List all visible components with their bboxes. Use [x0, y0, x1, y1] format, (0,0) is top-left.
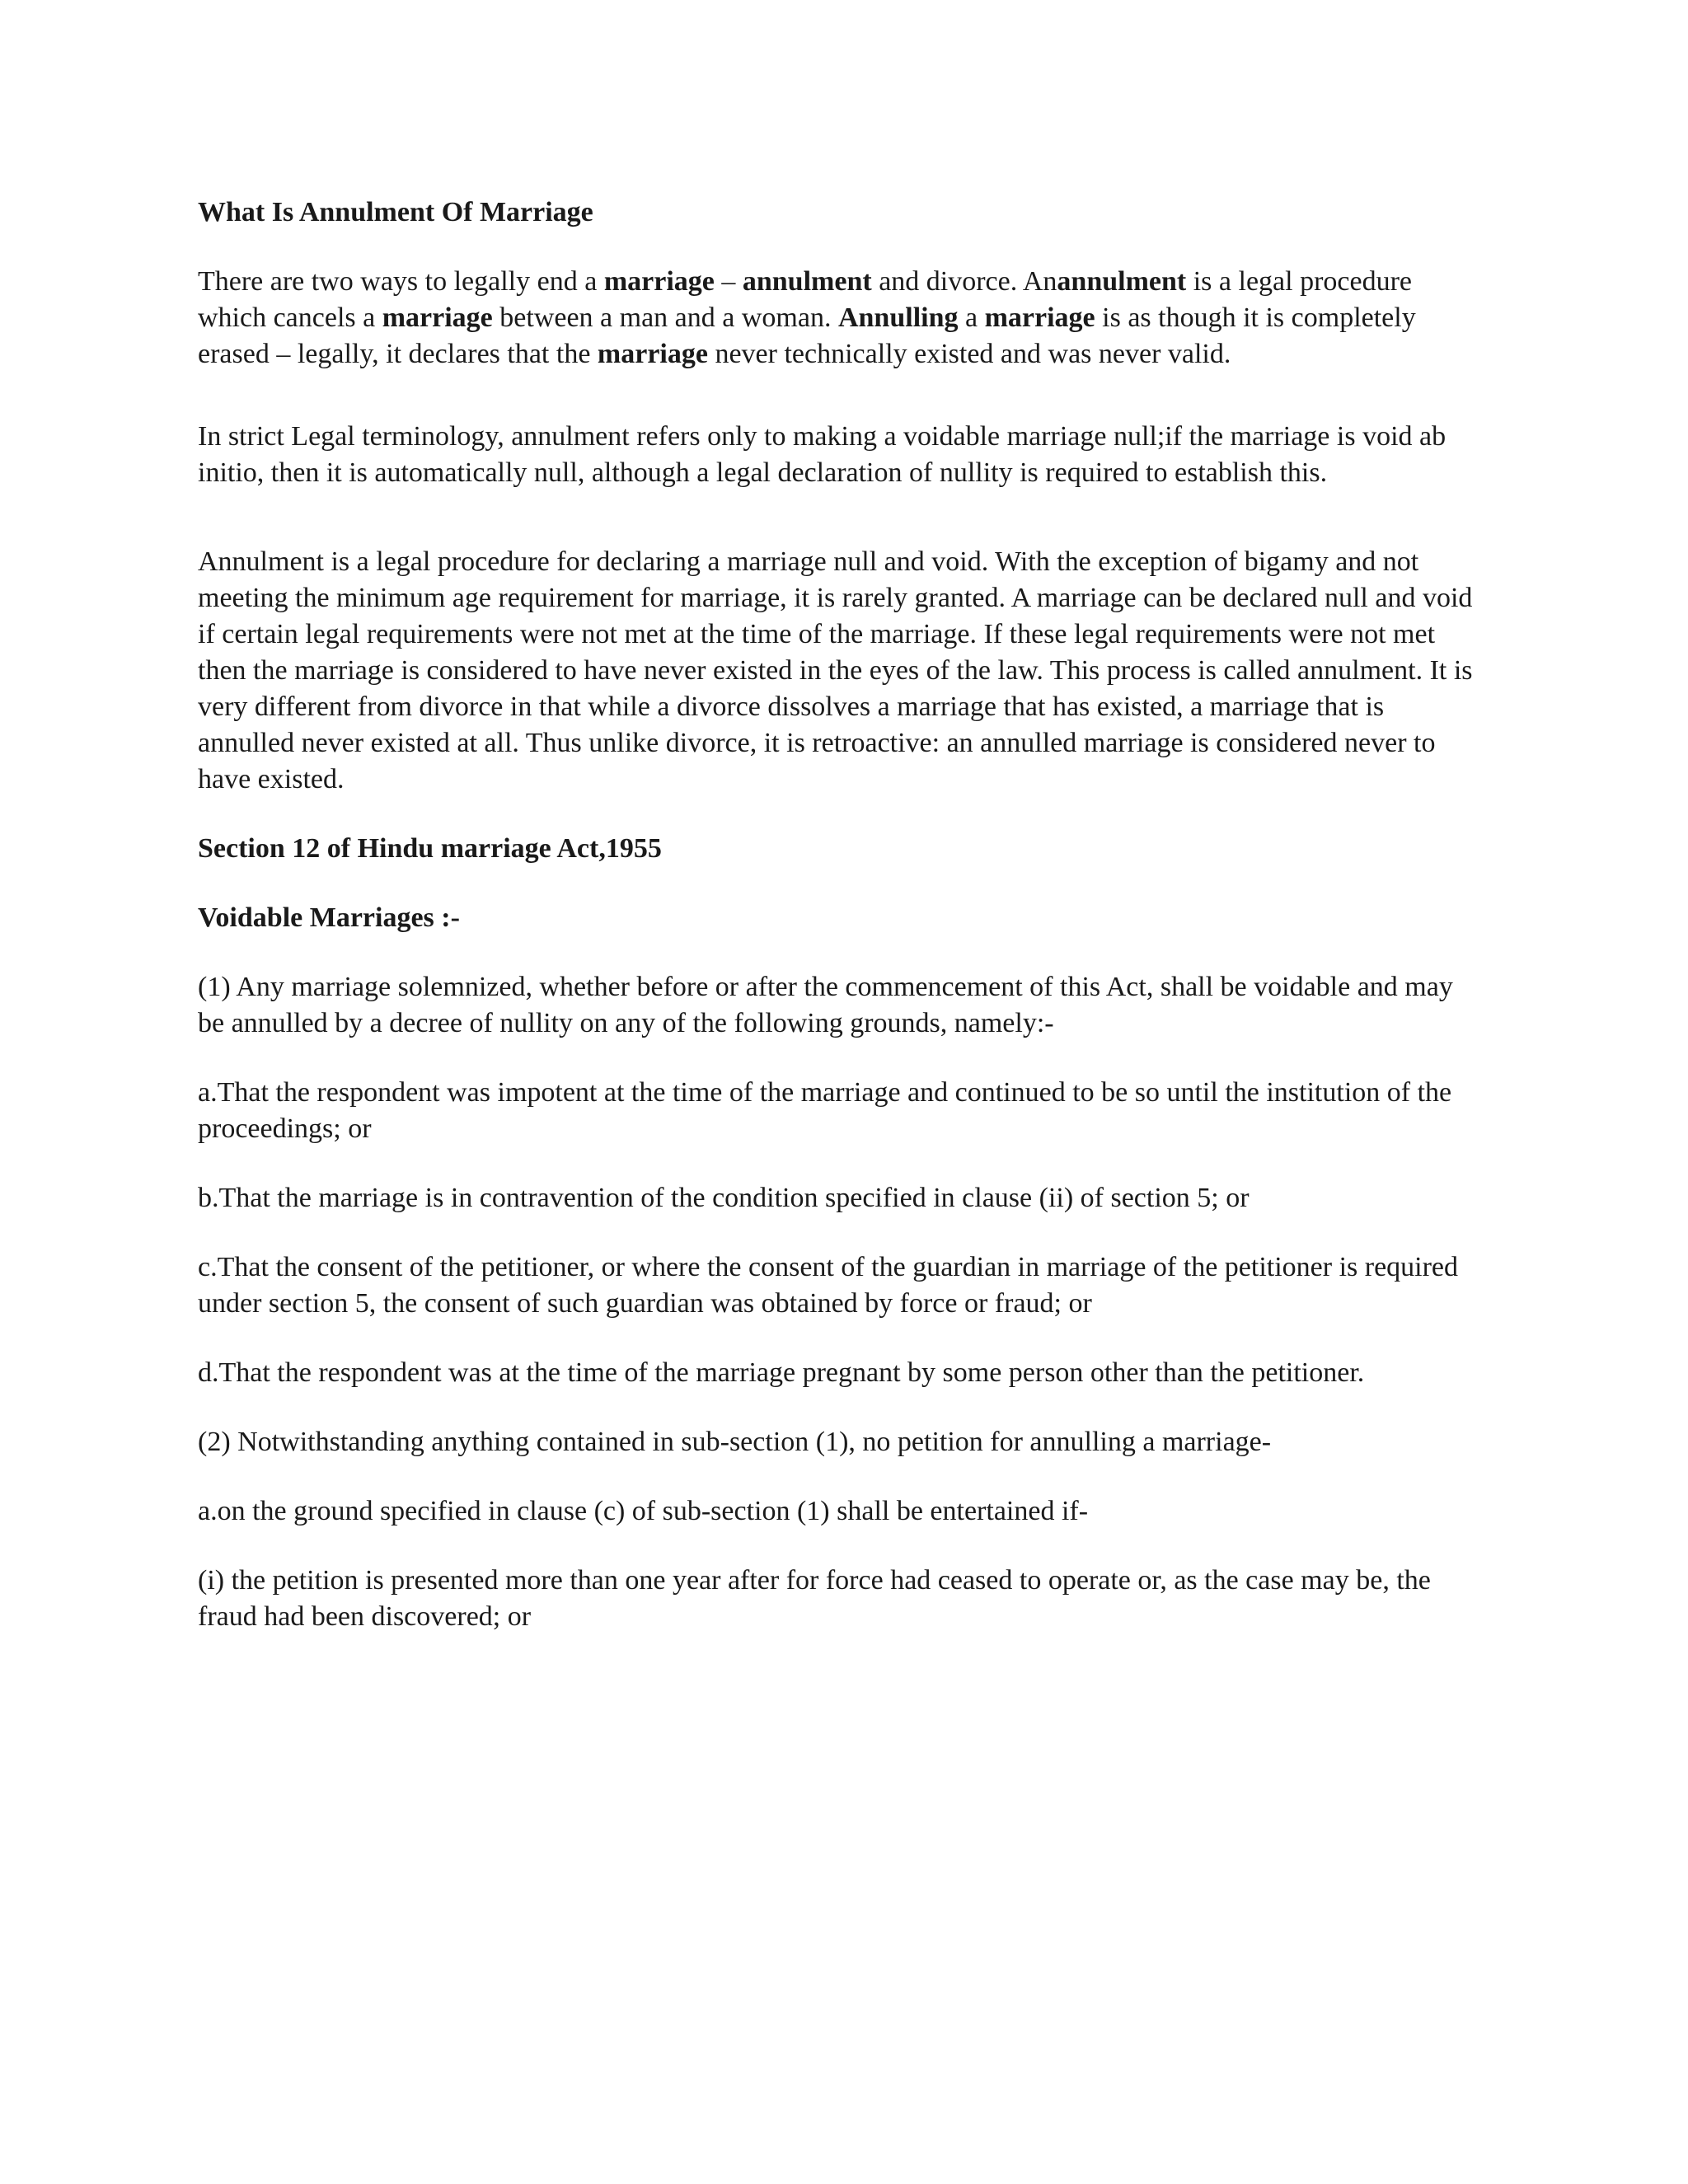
paragraph-legal-terminology: In strict Legal terminology, annulment refers only to making a voidable marriage null;if the marriage is void ab initio, then it is automatically null, although a legal declaration of nullity is required to establish this. [198, 421, 1447, 488]
clause-2a-i: (i) the petition is presented more than one year after for force had ceased to operate or, as the case may be, the fraud had been discovered; or [198, 1565, 1431, 1632]
paragraph-annulment-procedure: Annulment is a legal procedure for declaring a marriage null and void. With the exception of bigamy and not meeting the minimum age requirement for marriage, it is rarely granted. A marriage can be declared null and void if certain legal requirements were not met at the time of the marriage. If these legal requirements were not met then the marriage is considered to have never existed in the eyes of the law. This process is called annulment. It is very different from divorce in that while a divorce dissolves a marriage that has existed, a marriage that is annulled never existed at all. Thus unlike divorce, it is retroactive: an annulled marriage is considered never to have existed. [198, 546, 1473, 794]
clause-1a: a.That the respondent was impotent at the time of the marriage and continued to be so until the institution of the proceedings; or [198, 1077, 1452, 1144]
heading-section-12: Section 12 of Hindu marriage Act,1955 [198, 833, 662, 864]
clause-1b: b.That the marriage is in contravention of the condition specified in clause (ii) of section 5; or [198, 1183, 1250, 1213]
document-page [198, 194, 1484, 1635]
paragraph-two-ways: There are two ways to legally end a marriage – annulment and divorce. Anannulment is a legal procedure which cancels a marriage between a man and a woman. Annulling a marriage is as though it is completely erased – legally, it declares that the marriage never technically existed and was never valid. [198, 266, 1416, 369]
clause-2: (2) Notwithstanding anything contained in sub-section (1), no petition for annulling a marriage- [198, 1427, 1272, 1457]
clause-1: (1) Any marriage solemnized, whether before or after the commencement of this Act, shall be voidable and may be annulled by a decree of nullity on any of the following grounds, namely:- [198, 972, 1453, 1038]
heading-annulment: What Is Annulment Of Marriage [198, 197, 593, 227]
clause-2a: a.on the ground specified in clause (c) of sub-section (1) shall be entertained if- [198, 1496, 1089, 1526]
clause-1d: d.That the respondent was at the time of the marriage pregnant by some person other than the petitioner. [198, 1357, 1365, 1388]
clause-1c: c.That the consent of the petitioner, or where the consent of the guardian in marriage of the petitioner is required under section 5, the consent of such guardian was obtained by force or fraud; or [198, 1252, 1459, 1319]
heading-voidable-marriages: Voidable Marriages :- [198, 902, 460, 933]
